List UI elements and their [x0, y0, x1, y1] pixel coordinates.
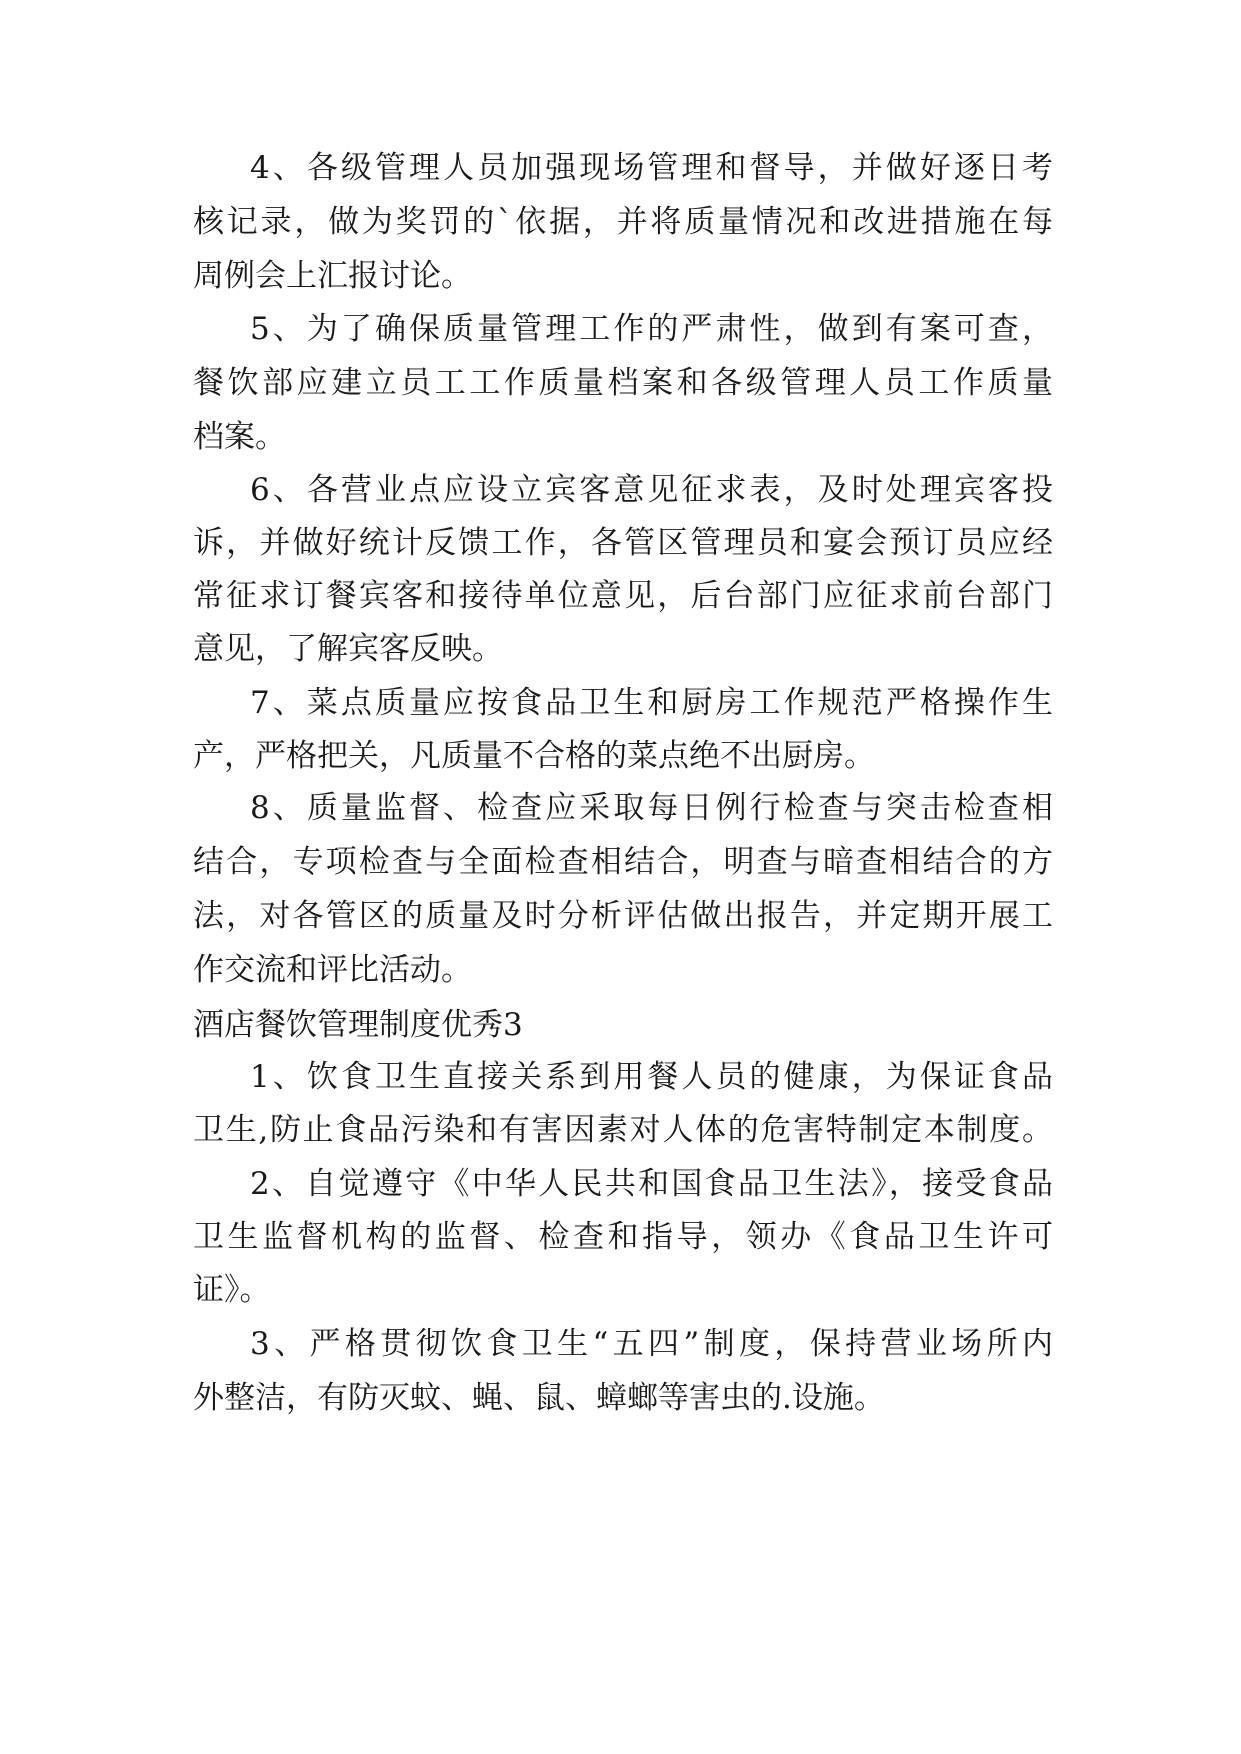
paragraph-line: 诉，并做好统计反馈工作，各管区管理员和宴会预订员应经	[193, 525, 1053, 561]
section-heading: 酒店餐饮管理制度优秀3	[193, 1007, 523, 1043]
paragraph-line: 常征求订餐宾客和接待单位意见，后台部门应征求前台部门	[193, 578, 1053, 614]
paragraph-line: 证》。	[193, 1272, 271, 1308]
paragraph-line: 作交流和评比活动。	[193, 952, 472, 988]
paragraph-line: 2、自觉遵守《中华人民共和国食品卫生法》，接受食品	[250, 1166, 1053, 1202]
paragraph-line: 5、为了确保质量管理工作的严肃性，做到有案可查，	[250, 311, 1053, 347]
paragraph-line: 档案。	[193, 419, 286, 455]
paragraph-line: 外整洁，有防灭蚊、蝇、鼠、蟑螂等害虫的.设施。	[193, 1380, 885, 1416]
paragraph-line: 餐饮部应建立员工工作质量档案和各级管理人员工作质量	[193, 365, 1053, 401]
paragraph-line: 6、各营业点应设立宾客意见征求表，及时处理宾客投	[250, 472, 1053, 508]
paragraph-line: 产，严格把关，凡质量不合格的菜点绝不出厨房。	[193, 738, 875, 774]
paragraph-line: 1、饮食卫生直接关系到用餐人员的健康，为保证食品	[250, 1059, 1053, 1095]
paragraph-line: 3、严格贯彻饮食卫生“五四”制度，保持营业场所内	[250, 1326, 1053, 1362]
paragraph-line: 周例会上汇报讨论。	[193, 258, 472, 294]
paragraph-line: 8、质量监督、检查应采取每日例行检查与突击检查相	[250, 790, 1053, 826]
paragraph-line: 卫生监督机构的监督、检查和指导，领办《食品卫生许可	[193, 1219, 1053, 1255]
paragraph-line: 结合，专项检查与全面检查相结合，明查与暗查相结合的方	[193, 844, 1053, 880]
paragraph-line: 法，对各管区的质量及时分析评估做出报告，并定期开展工	[193, 898, 1053, 934]
paragraph-line: 核记录，做为奖罚的`依据，并将质量情况和改进措施在每	[193, 204, 1053, 240]
paragraph-line: 意见，了解宾客反映。	[193, 631, 503, 667]
paragraph-line: 卫生,防止食品污染和有害因素对人体的危害特制定本制度。	[193, 1112, 1053, 1148]
paragraph-line: 4、各级管理人员加强现场管理和督导，并做好逐日考	[250, 150, 1053, 186]
paragraph-line: 7、菜点质量应按食品卫生和厨房工作规范严格操作生	[250, 685, 1053, 721]
